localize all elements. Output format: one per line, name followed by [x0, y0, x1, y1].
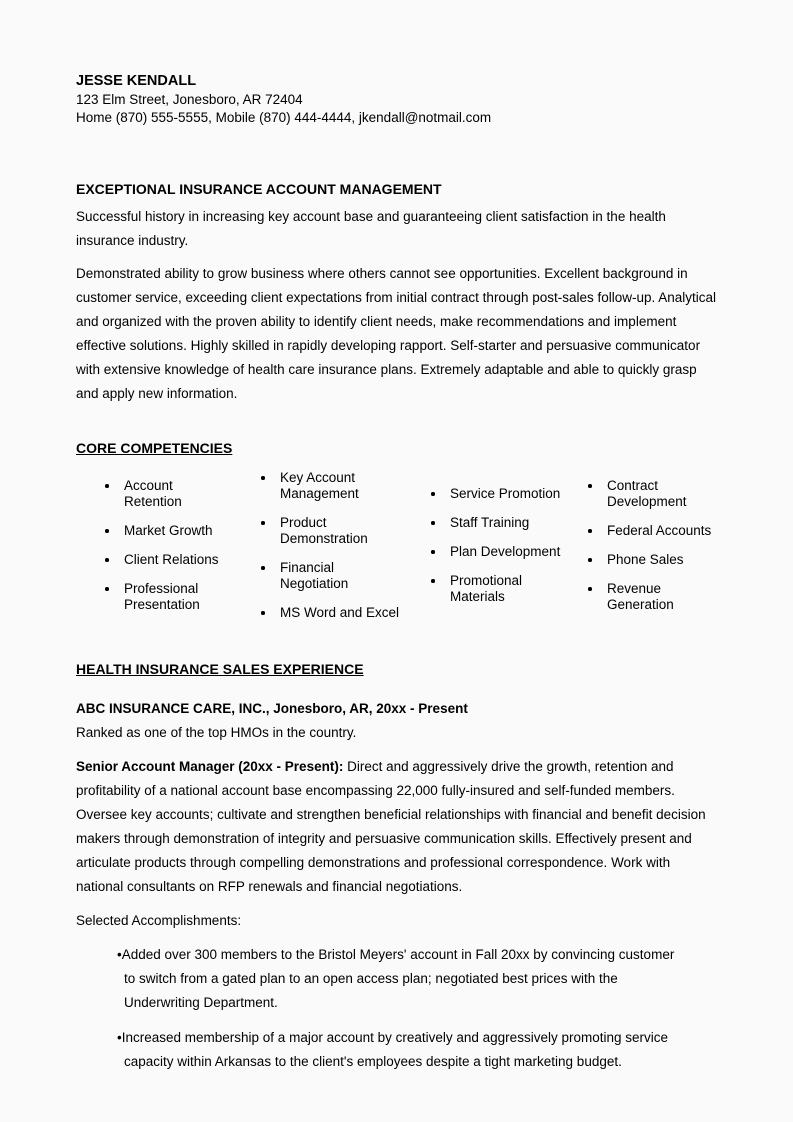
bullet-icon: [431, 573, 450, 605]
competency-column-4: [588, 478, 717, 613]
competency-label: MS Word and Excel: [280, 605, 400, 620]
role-paragraph: [76, 755, 717, 899]
core-competencies-heading: CORE COMPETENCIES: [76, 440, 233, 456]
bullet-icon: [105, 552, 124, 568]
bullet-icon: [431, 544, 450, 560]
competency-column-1: [105, 478, 261, 613]
competency-item: [105, 581, 261, 613]
competency-label: Revenue Generation: [607, 581, 674, 612]
competency-label: Financial Negotiation: [280, 560, 349, 591]
experience-section: [76, 661, 717, 1074]
accomplishments-list: [117, 943, 685, 1074]
experience-heading: HEALTH INSURANCE SALES EXPERIENCE: [76, 661, 364, 677]
competency-label: Product Demonstration: [280, 515, 368, 546]
candidate-contact: Home (870) 555-5555, Mobile (870) 444-4444, jkendall@notmail.com: [76, 110, 492, 125]
competency-label: Plan Development: [450, 544, 561, 559]
summary-section: [76, 181, 717, 406]
competency-item: [261, 560, 431, 592]
competency-item: [431, 573, 588, 605]
accomplishments-label: Selected Accomplishments:: [76, 913, 242, 928]
accomplishment-item: [117, 943, 685, 1015]
competency-item: [105, 478, 261, 510]
bullet-icon: [105, 523, 124, 539]
accomplishment-text: Increased membership of a major account by creatively and aggressively promoting service capacity within Arkansas to the client's employees despite a tight marketing budget.: [121, 1030, 668, 1069]
competency-label: Promotional Materials: [450, 573, 523, 604]
competency-label: Contract Development: [607, 478, 687, 509]
competency-label: Market Growth: [124, 523, 213, 538]
competency-item: [588, 552, 717, 568]
candidate-name: JESSE KENDALL: [76, 73, 197, 89]
accomplishment-text: Added over 300 members to the Bristol Meyers' account in Fall 20xx by convincing customer to switch from a gated plan to an open access plan; negotiated best prices with the Underwriting Department.: [121, 947, 675, 1010]
competency-item: [431, 486, 588, 502]
role-title: Senior Account Manager (20xx - Present):: [76, 759, 344, 774]
role-description: Direct and aggressively drive the growth, retention and profitability of a national account base encompassing 22,000 fully-insured and self-funded members. Oversee key accounts; cultivate and strengthen beneficial relationships with financial and benefit decision makers through demonstration of integrity and persuasive communication skills. Effectively present and articulate products through compelling demonstrations and professional correspondence. Work with national consultants on RFP renewals and financial negotiations.: [76, 759, 706, 894]
company-note: Ranked as one of the top HMOs in the country.: [76, 725, 357, 740]
bullet-icon: [588, 581, 607, 613]
bullet-icon: [261, 515, 280, 547]
bullet-icon: [261, 560, 280, 592]
bullet-icon: [588, 523, 607, 539]
core-competencies-section: [76, 440, 717, 621]
competency-label: Account Retention: [124, 478, 182, 509]
company-line: ABC INSURANCE CARE, INC., Jonesboro, AR, 20xx - Present: [76, 701, 468, 716]
competency-item: [261, 605, 431, 621]
competency-label: Federal Accounts: [607, 523, 712, 538]
bullet-icon: •: [117, 1030, 122, 1045]
competency-column-3: [431, 486, 588, 605]
competency-item: [588, 581, 717, 613]
bullet-icon: [261, 605, 280, 621]
competency-column-2: [261, 470, 431, 621]
bullet-icon: [105, 581, 124, 613]
bullet-icon: •: [117, 947, 122, 962]
resume-header: [76, 71, 717, 127]
competency-label: Client Relations: [124, 552, 219, 567]
bullet-icon: [105, 478, 124, 510]
competency-item: [431, 515, 588, 531]
competency-label: Phone Sales: [607, 552, 684, 567]
accomplishment-item: [117, 1026, 685, 1074]
competency-item: [105, 552, 261, 568]
competency-item: [261, 470, 431, 502]
bullet-icon: [588, 552, 607, 568]
competency-item: [261, 515, 431, 547]
competency-label: Staff Training: [450, 515, 530, 530]
competency-item: [431, 544, 588, 560]
competency-item: [588, 523, 717, 539]
summary-paragraph-2: Demonstrated ability to grow business where others cannot see opportunities. Excellent background in customer service, exceeding client expectations from initial contract through post-sales follow-up. Analytical and organized with the proven ability to identify client needs, make recommendations and implement effective solutions. Highly skilled in rapidly developing rapport. Self-starter and persuasive communicator with extensive knowledge of health care insurance plans. Extremely adaptable and able to quickly grasp and apply new information.: [76, 266, 717, 401]
core-competencies-grid: [76, 470, 717, 621]
competency-item: [588, 478, 717, 510]
competency-item: [105, 523, 261, 539]
candidate-address: 123 Elm Street, Jonesboro, AR 72404: [76, 92, 303, 107]
bullet-icon: [261, 470, 280, 502]
bullet-icon: [588, 478, 607, 510]
summary-heading: EXCEPTIONAL INSURANCE ACCOUNT MANAGEMENT: [76, 181, 442, 197]
competency-label: Key Account Management: [280, 470, 359, 501]
competency-label: Professional Presentation: [124, 581, 200, 612]
bullet-icon: [431, 486, 450, 502]
bullet-icon: [431, 515, 450, 531]
competency-label: Service Promotion: [450, 486, 561, 501]
summary-paragraph-1: Successful history in increasing key account base and guaranteeing client satisfaction in the health insurance industry.: [76, 209, 666, 248]
